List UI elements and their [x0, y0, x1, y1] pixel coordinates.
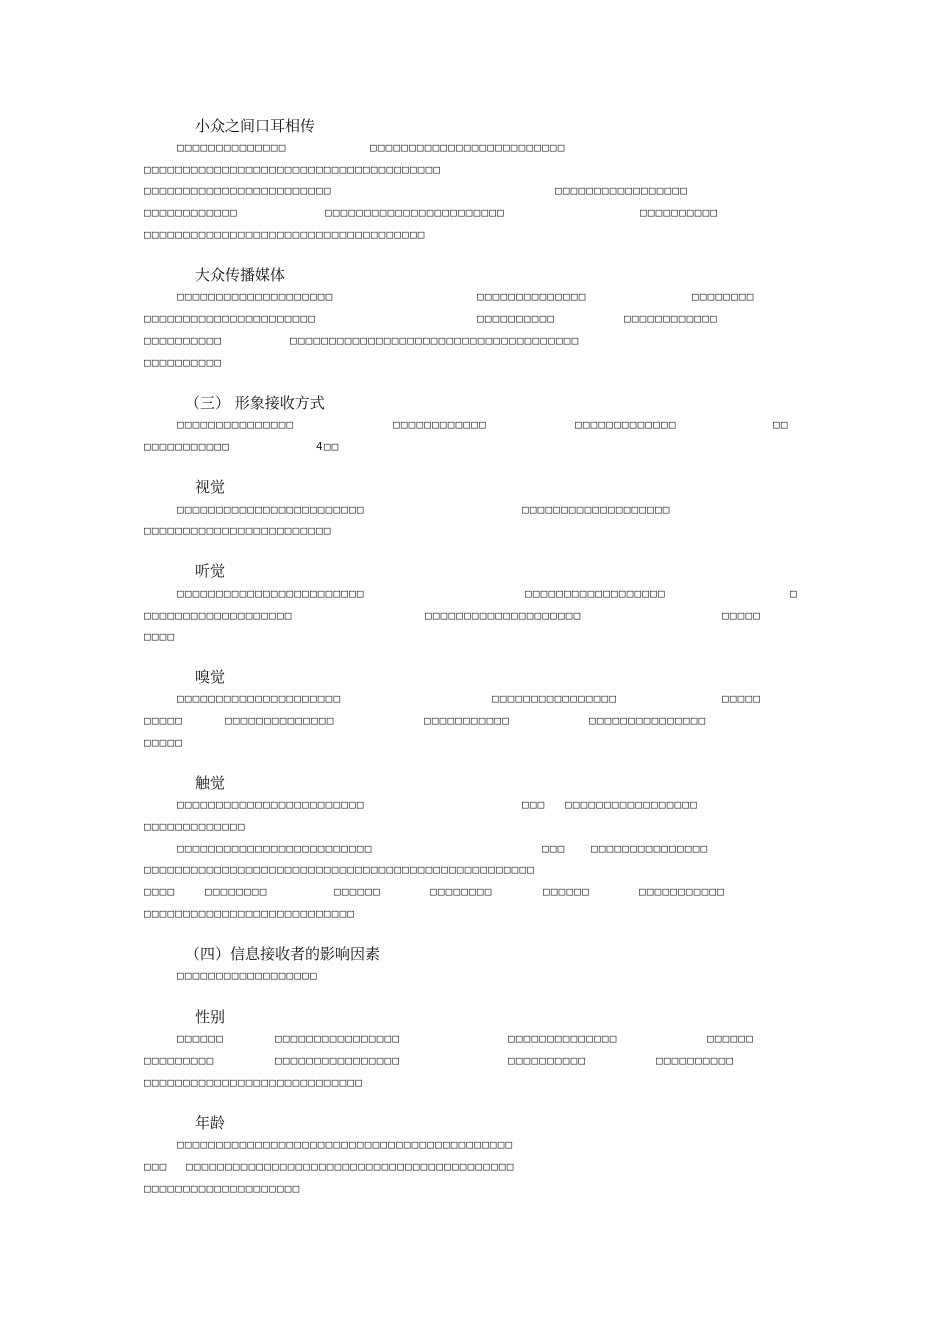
text-line: □: [790, 587, 798, 600]
text-line: □□□□□□□□□□□□□□□□□□□□□□□□□□□□□□□□□□□□: [144, 228, 426, 241]
text-line: □□□□□□□□□□□: [424, 714, 511, 727]
text-line: □□□: [522, 798, 546, 811]
text-line: □□□□□□□□□: [144, 1054, 215, 1067]
text-line: □□□□□□□□□□□□□□□: [177, 418, 295, 431]
text-line: □□□□□□□□□□□□□□□□□□□□□□□: [325, 206, 505, 219]
text-line: □□□□: [144, 885, 176, 898]
text-line: □□□□: [144, 630, 176, 643]
section-heading: 听觉: [195, 562, 226, 580]
section-heading: 年龄: [195, 1114, 226, 1132]
text-line: □□□□□□□□□□: [144, 334, 223, 347]
text-line: □□□□□□: [334, 885, 381, 898]
text-line: □□□□□□□□□□□□□□□□□□□□□□□□□□□□□□□□□□□□□□□□□□□□□□□□□□: [144, 863, 536, 876]
section-heading: 小众之间口耳相传: [195, 117, 316, 135]
text-line: 4□□: [316, 440, 340, 453]
text-line: □□□□□□□□□□□□□: [144, 820, 246, 833]
section-heading: 性别: [195, 1008, 226, 1026]
text-line: □□□□□□□□□□□□□□□□□□□□□: [177, 692, 342, 705]
text-line: □□□□□□□□□□□□□□□□□: [565, 798, 698, 811]
text-line: □□□□□□□□□□□□□□□□□□□□□□□□□: [177, 842, 373, 855]
text-line: □□□□□□□□□□□□□□□□□□□□□□□□: [177, 798, 365, 811]
text-line: □□□□□□□□: [692, 290, 755, 303]
text-line: □□□□□□□□: [430, 885, 493, 898]
text-line: □□□□□□□□□□: [656, 1054, 735, 1067]
text-line: □□□□□□□□□□□□□□□□: [275, 1032, 401, 1045]
text-line: □□□□□□□□□□□□: [624, 312, 718, 325]
text-line: □□□□□□□□□□□□□□□□□□□□: [425, 609, 582, 622]
text-line: □□□□□: [144, 714, 184, 727]
text-line: □□□□□□□□□□□□□□: [177, 141, 287, 154]
text-line: □□□□□□□□□□□□□□□: [589, 714, 707, 727]
text-line: □□□□□□□□□□□□□□□□□□□□□□: [144, 312, 317, 325]
text-line: □□□□□□□□□□□□□□□□□□□□□□□□□□□: [144, 907, 356, 920]
text-line: □□□□□□: [543, 885, 590, 898]
text-line: □□□: [144, 1160, 168, 1173]
text-line: □□□□□□□□□□□□□□□□□□□□□□□□□□□□□□□□□□□□□□: [144, 163, 442, 176]
text-line: □□□□□: [144, 736, 184, 749]
text-line: □□□□□□□□□□□□□□□□□□□: [144, 609, 293, 622]
text-line: □□□: [542, 842, 566, 855]
section-heading: 嗅觉: [195, 668, 226, 686]
text-line: □□□□□□□□□□: [640, 206, 719, 219]
text-line: □□□□□: [722, 692, 762, 705]
text-line: □□□□□□□□□□□□: [393, 418, 487, 431]
text-line: □□□□□□□□□□□□□□□: [591, 842, 709, 855]
text-line: □□□□□□□□□□: [144, 356, 223, 369]
text-line: □□□□□□□□□□: [508, 1054, 587, 1067]
section-heading: 大众传播媒体: [195, 266, 286, 284]
text-line: □□□□□□□□□□□□□□: [508, 1032, 618, 1045]
text-line: □□□□□□□□□□□□□□□□□□□□□□□□□□□□□□□□□□□□□□□□□□: [186, 1160, 515, 1173]
text-line: □□□□□□□□□□□□□: [575, 418, 677, 431]
text-line: □□□□□□□□□□□□□□: [477, 290, 587, 303]
text-line: □□□□□: [722, 609, 762, 622]
text-line: □□□□□□□□□□□□□□□□□□□□: [144, 1182, 301, 1195]
section-heading: 触觉: [195, 774, 226, 792]
text-line: □□□□□□□□□□□: [639, 885, 726, 898]
text-line: □□□□□□□□□□□□□□□□□□□□□□□□□□□□□□□□□□□□□: [290, 334, 580, 347]
text-line: □□□□□□□□□□□□□□□□□□□□□□□□: [177, 587, 365, 600]
text-line: □□□□□□□□□□□: [144, 440, 231, 453]
text-line: □□□□□□□□□□□□□□□□□□□□: [177, 290, 334, 303]
text-line: □□□□□□□□□□□□□□□□□□: [177, 969, 318, 982]
text-line: □□□□□□□□□□□□□□□□□□□□□□□□□□□□: [144, 1076, 364, 1089]
section-heading: 视觉: [195, 478, 226, 496]
section-heading: （四）信息接收者的影响因素: [185, 945, 381, 963]
text-line: □□□□□□□□□□□□□□□□□□□□□□□□□□□□□□□□□□□□□□□□□□□: [177, 1138, 514, 1151]
text-line: □□□□□□□□□□□□□□□□□□□□□□□□: [177, 503, 365, 516]
text-line: □□□□□□: [707, 1032, 754, 1045]
text-line: □□: [773, 418, 789, 431]
text-line: □□□□□□□□□□□□□□□□□□□□□□□□□: [370, 141, 566, 154]
text-line: □□□□□□□□□□□□□□□□□□□□□□□□: [144, 524, 332, 537]
text-line: □□□□□□□□□□□□□□□□□□□□□□□□: [144, 184, 332, 197]
text-line: □□□□□□□□□□□□□□□□□: [555, 184, 688, 197]
text-line: □□□□□□□□□□□□□□: [225, 714, 335, 727]
section-heading: （三） 形象接收方式: [185, 394, 325, 412]
text-line: □□□□□□□□□□□□: [144, 206, 238, 219]
text-line: □□□□□□□□□□: [477, 312, 556, 325]
text-line: □□□□□□□□□□□□□□□□□□: [525, 587, 666, 600]
text-line: □□□□□□□□: [205, 885, 268, 898]
text-line: □□□□□□□□□□□□□□□□: [492, 692, 618, 705]
text-line: □□□□□□□□□□□□□□□□□□□: [522, 503, 671, 516]
text-line: □□□□□□: [177, 1032, 224, 1045]
text-line: □□□□□□□□□□□□□□□□: [275, 1054, 401, 1067]
